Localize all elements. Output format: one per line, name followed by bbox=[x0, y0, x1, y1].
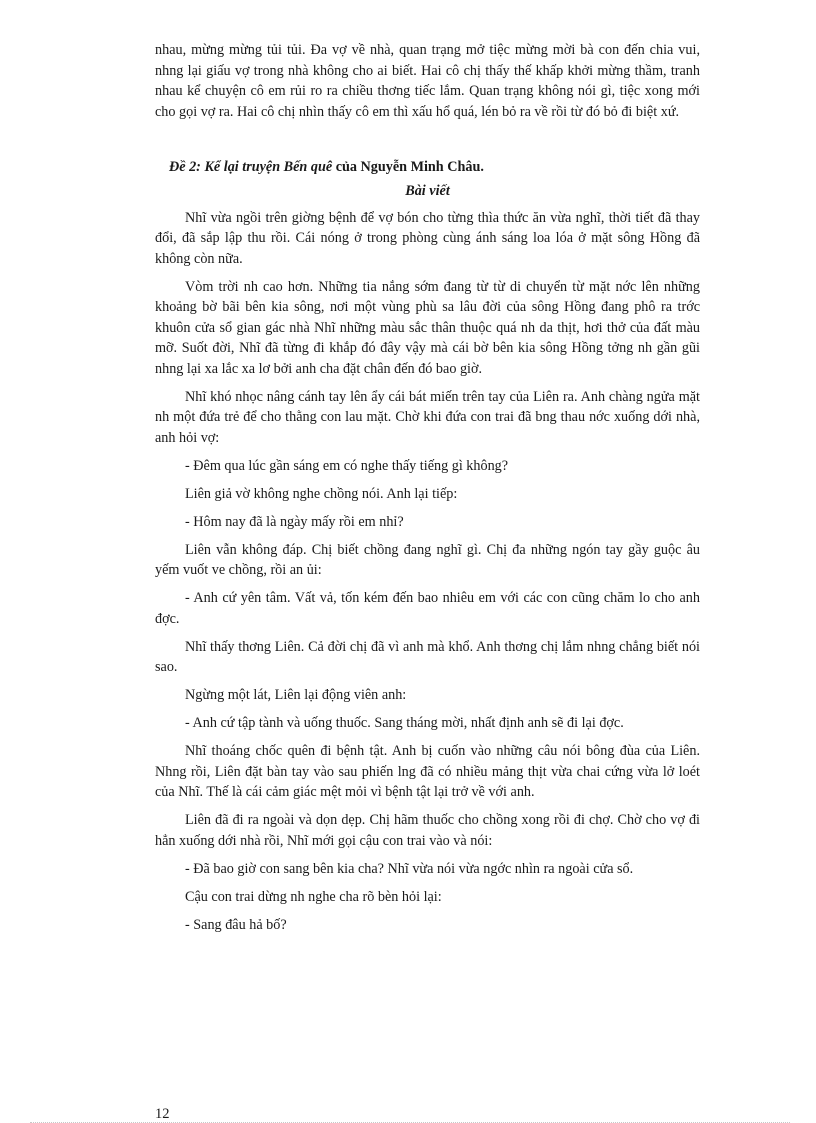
page-number: 12 bbox=[155, 1106, 170, 1122]
paragraph: Nhĩ thoáng chốc quên đi bệnh tật. Anh bị cuốn vào những câu nói bông đùa của Liên. Nhng rồi, Liên đặt bàn tay vào sau phiến lng đã có nhiều mảng thịt vừa chai cứng vừa lở loét của Nhĩ. Thế là cái cảm giác mệt mỏi vì bệnh tật lại trở về với anh. bbox=[155, 743, 700, 800]
paragraph: Liên vẫn không đáp. Chị biết chồng đang nghĩ gì. Chị đa những ngón tay gầy guộc âu yếm vuốt ve chồng, rồi an ủi: bbox=[155, 541, 700, 578]
paragraph: Nhĩ khó nhọc nâng cánh tay lên ẩy cái bát miến trên tay của Liên ra. Anh chàng ngửa mặt nh một đứa trẻ để cho thằng con lau mặt. Chờ khi đứa con trai đã bng thau nớc xuống dới nhà, anh hỏi vợ: bbox=[155, 388, 700, 446]
paragraph: Cậu con trai dừng nh nghe cha rõ bèn hỏi lại: bbox=[185, 888, 442, 905]
paragraph: Liên giả vờ không nghe chồng nói. Anh lại tiếp: bbox=[185, 485, 458, 502]
dialogue-line: - Hôm nay đã là ngày mấy rồi em nhỉ? bbox=[185, 513, 404, 530]
paragraph: Liên đã đi ra ngoài và dọn dẹp. Chị hãm thuốc cho chồng xong rồi đi chợ. Chờ cho vợ đi hẳn xuống dới nhà rồi, Nhĩ mới gọi cậu con trai vào và nói: bbox=[155, 812, 700, 849]
paragraph: Nhĩ thấy thơng Liên. Cả đời chị đã vì anh mà khổ. Anh thơng chị lắm nhng chẳng biết nói sao. bbox=[155, 638, 700, 675]
dialogue-line: - Sang đâu hả bố? bbox=[185, 916, 287, 933]
intro-paragraph: nhau, mừng mừng tủi tủi. Đa vợ về nhà, quan trạng mở tiệc mừng mời bà con đến chia vui, nhng lại giấu vợ trong nhà không cho ai biết. Hai cô chị thấy thế khấp khởi mừng thầm, tranh nhau kể chuyện cô em rủi ro ra chiều thơng tiếc lắm. Quan trạng không nói gì, tiệc xong mới cho gọi vợ ra. Hai cô chị nhìn thấy cô em thì xấu hổ quá, lén bỏ ra về rồi từ đó bỏ đi biệt xứ. bbox=[155, 42, 700, 120]
paragraph: Nhĩ vừa ngồi trên giờng bệnh để vợ bón cho từng thìa thức ăn vừa nghĩ, thời tiết đã thay đổi, đã sắp lập thu rồi. Cái nóng ở trong phòng cùng ánh sáng loa lóa ở mặt sông Hồng đã không còn nữa. bbox=[155, 209, 700, 267]
section-subtitle: Bài viết bbox=[405, 183, 450, 199]
dialogue-line: - Anh cứ yên tâm. Vất vả, tốn kém đến bao nhiêu em với các con cũng chăm lo cho anh đợc. bbox=[155, 590, 700, 627]
heading-suffix: của Nguyễn Minh Châu. bbox=[332, 158, 484, 175]
dialogue-line: - Đã bao giờ con sang bên kia cha? Nhĩ vừa nói vừa ngớc nhìn ra ngoài cửa sổ. bbox=[185, 860, 634, 877]
heading-prefix: Đề 2: Kể lại truyện bbox=[169, 158, 284, 175]
section-gap bbox=[155, 130, 700, 157]
dialogue-line: - Đêm qua lúc gần sáng em có nghe thấy tiếng gì không? bbox=[185, 457, 509, 474]
section-heading bbox=[155, 157, 700, 178]
heading-story-title: Bến quê bbox=[283, 158, 333, 175]
paragraph: Vòm trời nh cao hơn. Những tia nắng sớm đang từ từ di chuyển từ mặt nớc lên những khoảng bờ bãi bên kia sông, nơi một vùng phù sa lâu đời của sông Hồng đang phô ra trớc khuôn cửa sổ gian gác nhà Nhĩ những màu sắc thân thuộc quá nh da thịt, hơi thở của đất màu mỡ. Suốt đời, Nhĩ đã từng đi khắp đó đây vậy mà cái bờ bên kia sông Hồng tởng nh gần gũi nhng lại xa lắc xa lơ bởi anh cha đặt chân đến đó bao giờ. bbox=[155, 278, 700, 377]
dialogue-line: - Anh cứ tập tành và uống thuốc. Sang tháng mời, nhất định anh sẽ đi lại đợc. bbox=[185, 715, 624, 731]
page-body bbox=[155, 40, 700, 943]
paragraph: Ngừng một lát, Liên lại động viên anh: bbox=[185, 687, 407, 703]
